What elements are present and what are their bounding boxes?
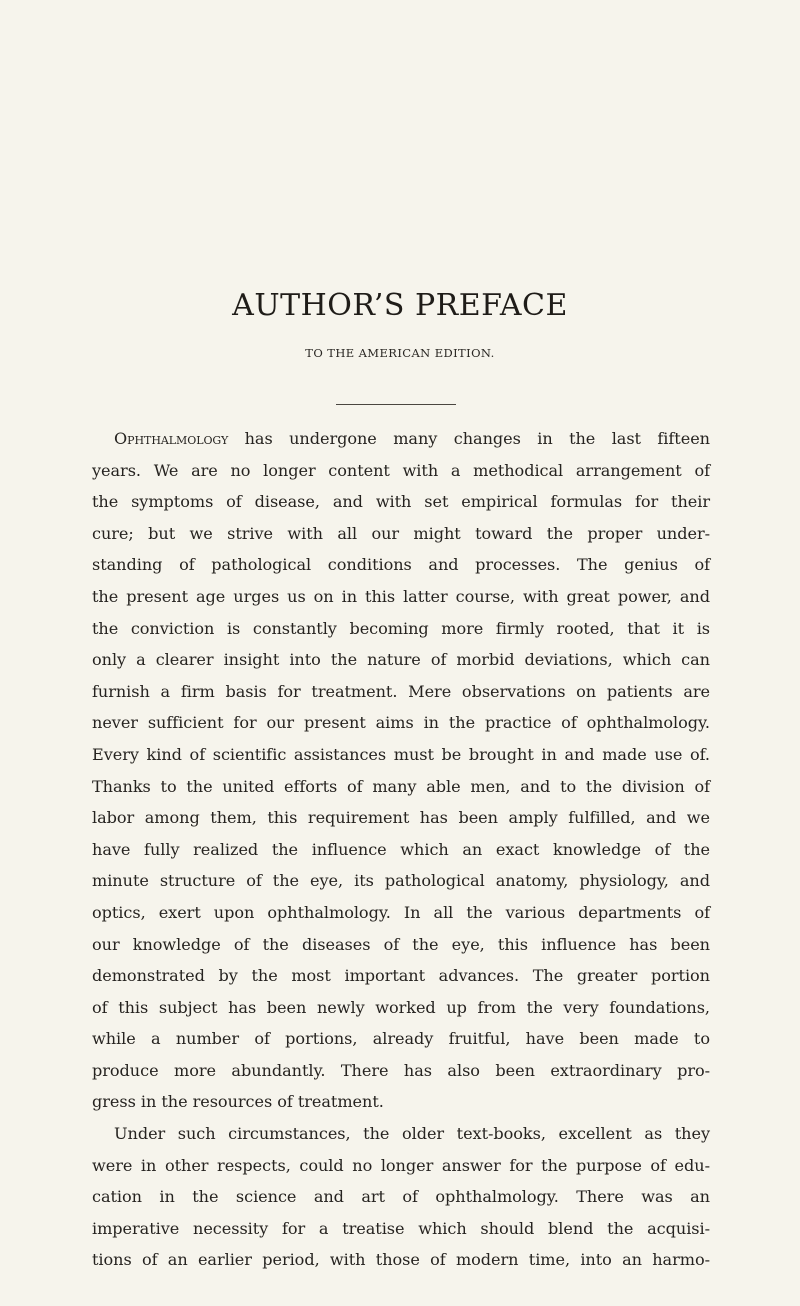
text-line-24: were in other respects, could no longer answer for the purpose of edu- <box>92 1155 710 1175</box>
text-line-1 <box>92 423 710 455</box>
text-line-23: Under such circumstances, the older text-books, excellent as they <box>114 1124 710 1144</box>
text-line-27: tions of an earlier period, with those of modern time, into an harmo- <box>92 1250 710 1270</box>
text-line-4: cure; but we strive with all our might toward the proper under- <box>92 523 710 543</box>
text-line-6: the present age urges us on in this latter course, with great power, and <box>92 586 710 606</box>
text-line-18: demonstrated by the most important advances. The greater portion <box>92 966 710 986</box>
preface-title: AUTHOR’S PREFACE <box>232 288 568 323</box>
text-line-5: standing of pathological conditions and processes. The genius of <box>92 555 710 575</box>
preface-subtitle: TO THE AMERICAN EDITION. <box>305 346 495 360</box>
text-line-25: cation in the science and art of ophthalmology. There was an <box>92 1187 710 1207</box>
text-line-8: only a clearer insight into the nature of morbid deviations, which can <box>92 650 710 670</box>
text-line-22: gress in the resources of treatment. <box>92 1092 384 1112</box>
text-line-12: Thanks to the united efforts of many able men, and to the division of <box>92 776 710 796</box>
text-line-2: years. We are no longer content with a methodical arrangement of <box>92 460 710 480</box>
text-line-13: labor among them, this requirement has been amply fulfilled, and we <box>92 808 710 828</box>
text-line-26: imperative necessity for a treatise which should blend the acquisi- <box>92 1218 710 1238</box>
text-line-9: furnish a firm basis for treatment. Mere observations on patients are <box>92 681 710 701</box>
text-line-20: while a number of portions, already fruitful, have been made to <box>92 1029 710 1049</box>
text-line-7: the conviction is constantly becoming more firmly rooted, that it is <box>92 618 710 638</box>
text-line-10: never sufficient for our present aims in the practice of ophthalmology. <box>92 713 710 733</box>
text-line-17: our knowledge of the diseases of the eye, this influence has been <box>92 934 710 954</box>
text-line-16: optics, exert upon ophthalmology. In all the various departments of <box>92 902 710 922</box>
divider-rule <box>336 404 456 405</box>
text-line-11: Every kind of scientific assistances must be brought in and made use of. <box>92 744 710 764</box>
text-line-1-rest: has undergone many changes in the last fifteen <box>228 429 710 448</box>
preface-body <box>92 423 710 1276</box>
text-line-15: minute structure of the eye, its pathological anatomy, physiology, and <box>92 871 710 891</box>
text-line-19: of this subject has been newly worked up from the very foundations, <box>92 997 710 1017</box>
text-line-3: the symptoms of disease, and with set empirical formulas for their <box>92 492 710 512</box>
text-line-21: produce more abundantly. There has also been extraordinary pro- <box>92 1060 710 1080</box>
lead-word: Ophthalmology <box>114 429 229 448</box>
text-line-14: have fully realized the influence which an exact knowledge of the <box>92 839 710 859</box>
